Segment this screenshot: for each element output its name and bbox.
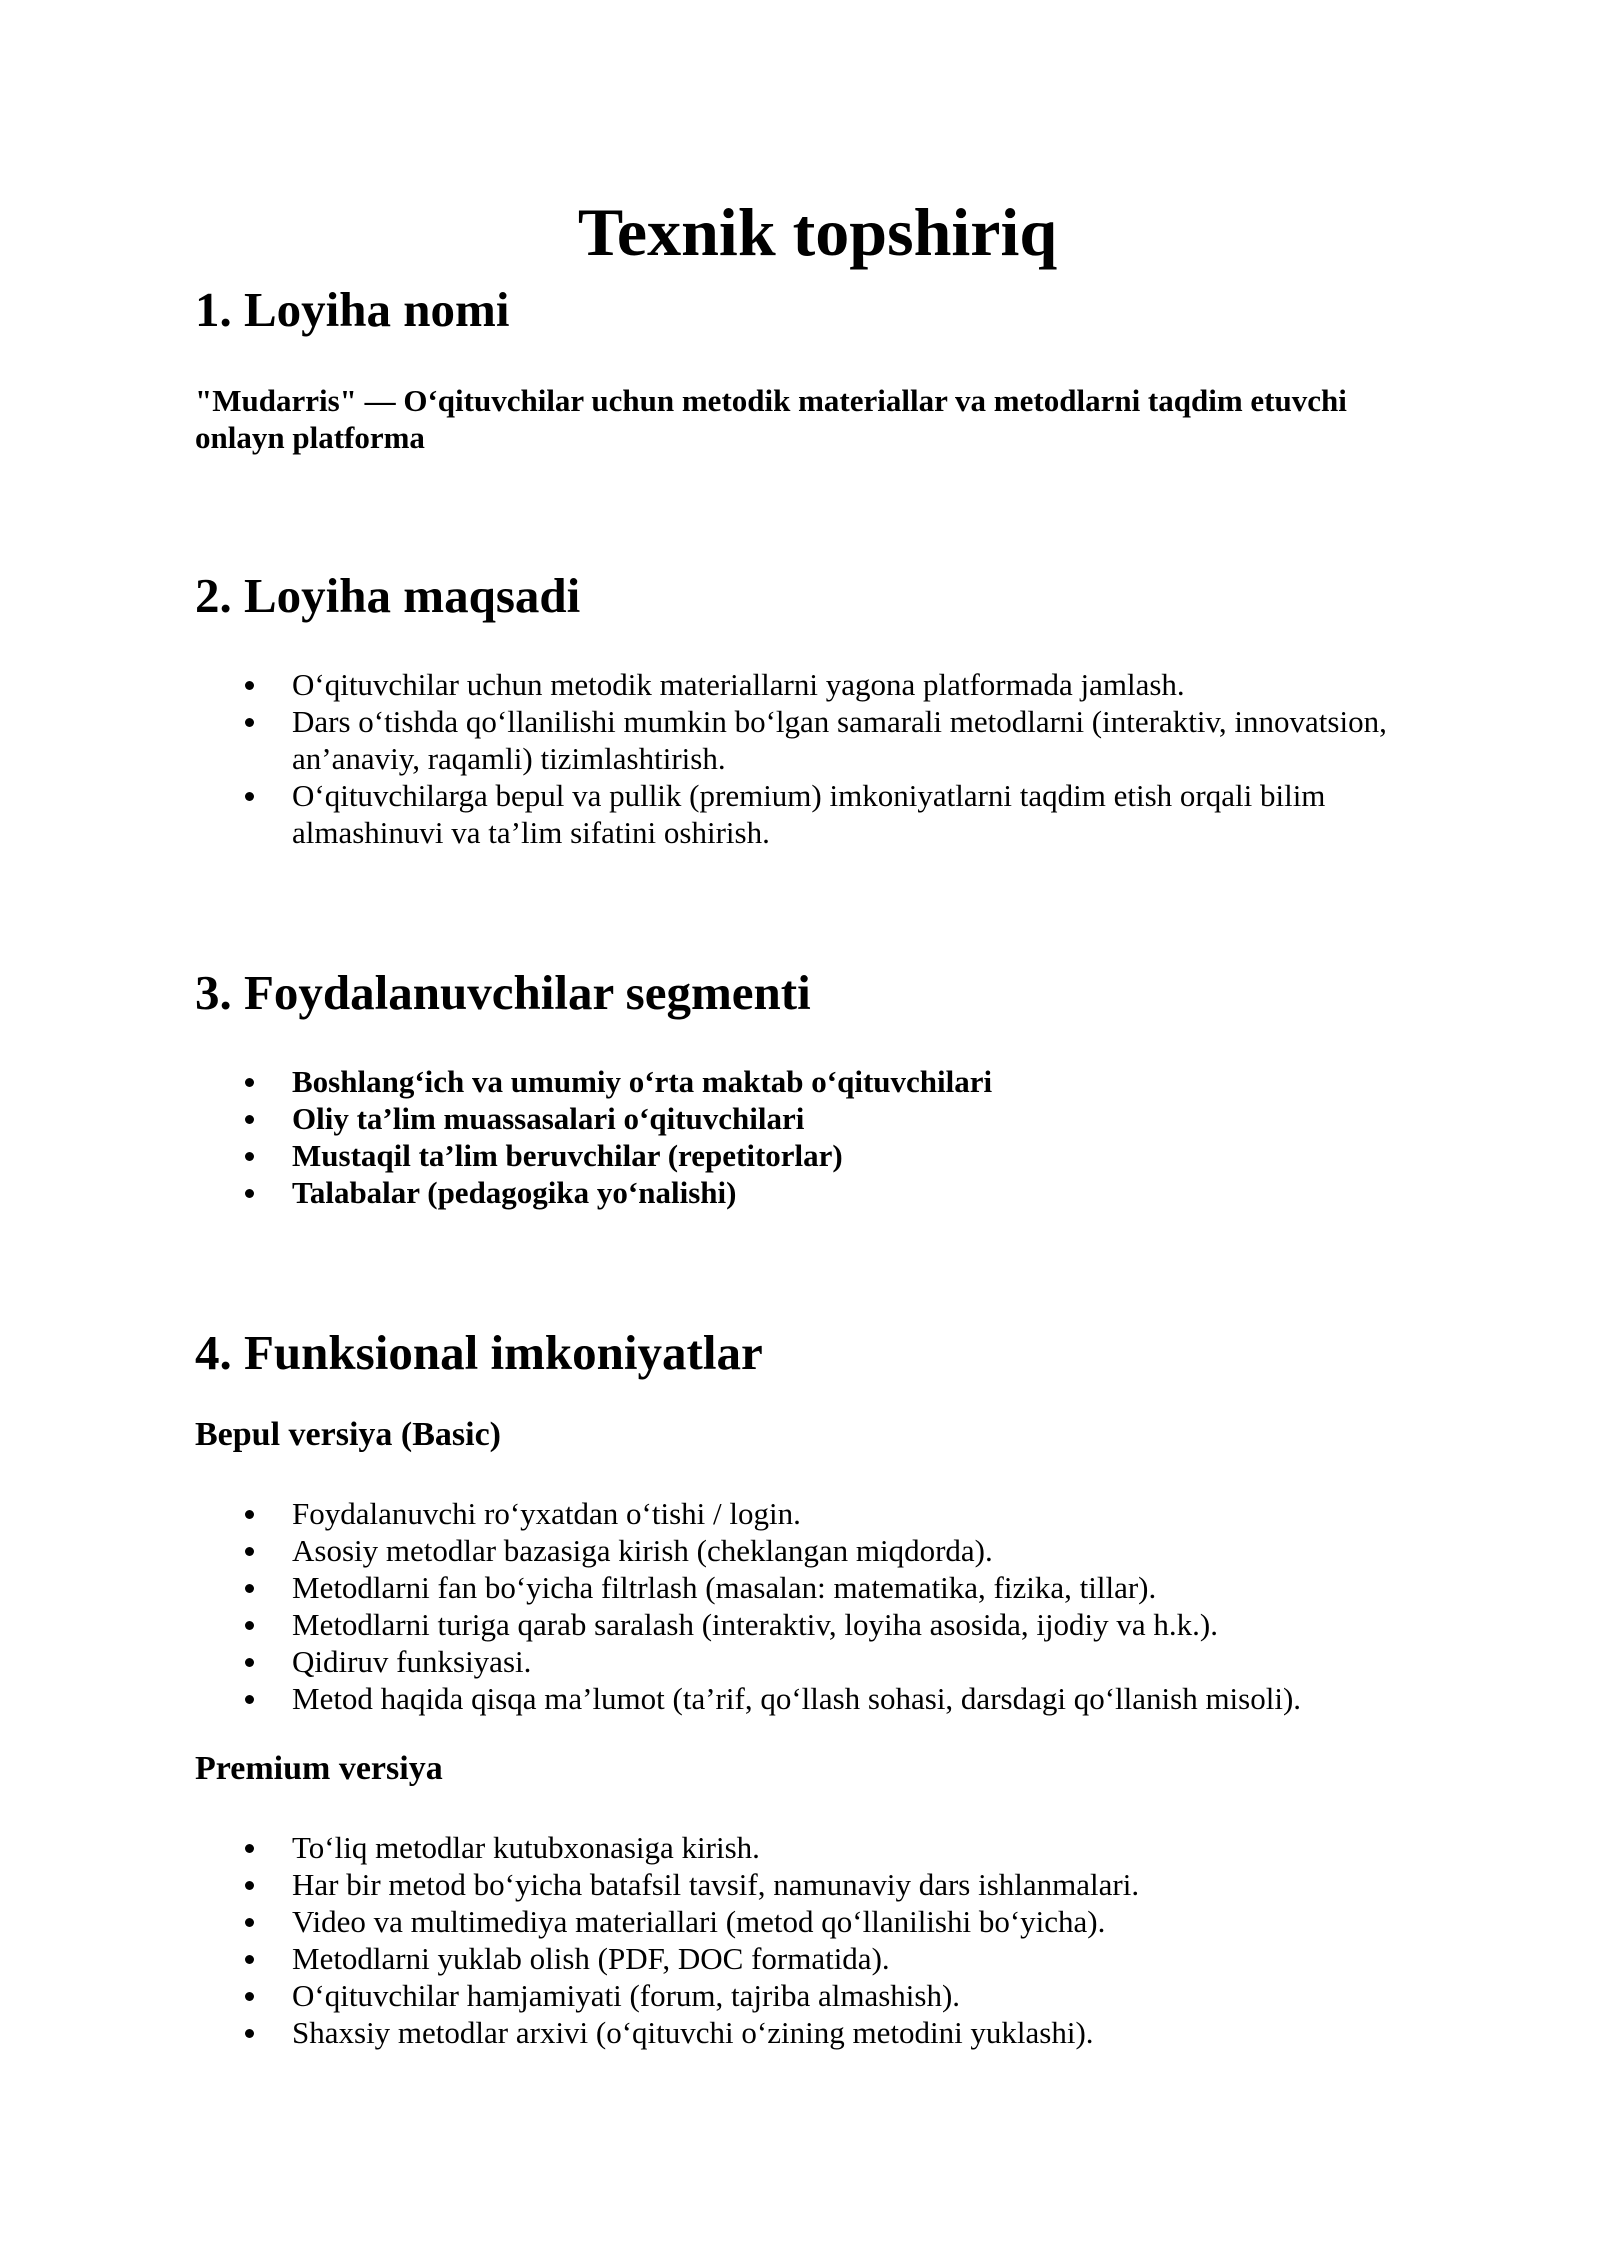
section-user-segment [195, 963, 1420, 1211]
list-item-text: Metodlarni fan bo‘yicha filtrlash (masalan: matematika, fizika, tillar). [292, 1570, 1157, 1605]
list-item [292, 666, 1420, 703]
bullet-icon [245, 1189, 254, 1198]
list-item-text: Oliy ta’lim muassasalari o‘qituvchilari [292, 1101, 805, 1136]
list-item [292, 1606, 1420, 1643]
basic-feature-list [195, 1495, 1420, 1717]
list-item [292, 1569, 1420, 1606]
bullet-icon [245, 1621, 254, 1630]
bullet-icon [245, 1547, 254, 1556]
bullet-icon [245, 1955, 254, 1964]
list-item-text: Boshlang‘ich va umumiy o‘rta maktab o‘qituvchilari [292, 1064, 993, 1099]
list-item-text: To‘liq metodlar kutubxonasiga kirish. [292, 1830, 760, 1865]
goal-list [195, 666, 1420, 851]
list-item-text: Metodlarni yuklab olish (PDF, DOC formatida). [292, 1941, 890, 1976]
bullet-icon [245, 1881, 254, 1890]
subheading-premium-version: Premium versiya [195, 1750, 443, 1787]
list-item-text: O‘qituvchilarga bepul va pullik (premium) imkoniyatlarni taqdim etish orqali bilim almashinuvi va ta’lim sifatini oshirish. [292, 778, 1326, 850]
list-item-text: Video va multimediya materiallari (metod qo‘llanilishi bo‘yicha). [292, 1904, 1106, 1939]
bullet-icon [245, 681, 254, 690]
list-item-text: O‘qituvchilar uchun metodik materiallarni yagona platformada jamlash. [292, 667, 1185, 702]
section-heading-user-segment: 3. Foydalanuvchilar segmenti [195, 965, 811, 1020]
list-item [292, 1940, 1420, 1977]
list-item [292, 777, 1420, 851]
list-item-text: Talabalar (pedagogika yo‘nalishi) [292, 1175, 737, 1210]
section-features [195, 1323, 1420, 2051]
bullet-icon [245, 718, 254, 727]
list-item [292, 1977, 1420, 2014]
bullet-icon [245, 1078, 254, 1087]
bullet-icon [245, 792, 254, 801]
bullet-icon [245, 2029, 254, 2038]
subheading-basic-version: Bepul versiya (Basic) [195, 1416, 501, 1453]
list-item [292, 1680, 1420, 1717]
list-item-text: Dars o‘tishda qo‘llanilishi mumkin bo‘lgan samarali metodlarni (interaktiv, innovatsion, an’anaviy, raqamli) tizimlashtirish. [292, 704, 1387, 776]
list-item-text: Mustaqil ta’lim beruvchilar (repetitorlar) [292, 1138, 843, 1173]
project-name-text: "Mudarris" — O‘qituvchilar uchun metodik materiallar va metodlarni taqdim etuvchi onlayn platforma [195, 383, 1347, 455]
segment-list [195, 1063, 1420, 1211]
bullet-icon [245, 1584, 254, 1593]
bullet-icon [245, 1152, 254, 1161]
section-heading-features: 4. Funksional imkoniyatlar [195, 1325, 763, 1380]
bullet-icon [245, 1658, 254, 1667]
list-item [292, 2014, 1420, 2051]
list-item-text: Har bir metod bo‘yicha batafsil tavsif, namunaviy dars ishlanmalari. [292, 1867, 1140, 1902]
list-item-text: Asosiy metodlar bazasiga kirish (cheklangan miqdorda). [292, 1533, 993, 1568]
section-project-name [195, 280, 1420, 456]
section-heading-project-goal: 2. Loyiha maqsadi [195, 568, 581, 623]
bullet-icon [245, 1510, 254, 1519]
list-item [292, 1866, 1420, 1903]
list-item [292, 1495, 1420, 1532]
document-title: Texnik topshiriq [577, 194, 1058, 270]
bullet-icon [245, 1844, 254, 1853]
list-item-text: Foydalanuvchi ro‘yxatdan o‘tishi / login. [292, 1496, 801, 1531]
list-item [292, 1100, 1420, 1137]
list-item-text: Metod haqida qisqa ma’lumot (ta’rif, qo‘llash sohasi, darsdagi qo‘llanish misoli). [292, 1681, 1302, 1716]
section-heading-project-name: 1. Loyiha nomi [195, 282, 510, 337]
premium-feature-list [195, 1829, 1420, 2051]
bullet-icon [245, 1115, 254, 1124]
document-body [195, 190, 1420, 2051]
list-item-text: Qidiruv funksiyasi. [292, 1644, 532, 1679]
list-item [292, 1829, 1420, 1866]
list-item [292, 1903, 1420, 1940]
list-item-text: Metodlarni turiga qarab saralash (interaktiv, loyiha asosida, ijodiy va h.k.). [292, 1607, 1219, 1642]
section-project-goal [195, 566, 1420, 851]
bullet-icon [245, 1992, 254, 2001]
list-item-text: Shaxsiy metodlar arxivi (o‘qituvchi o‘zining metodini yuklashi). [292, 2015, 1094, 2050]
list-item [292, 1137, 1420, 1174]
list-item [292, 703, 1420, 777]
list-item [292, 1174, 1420, 1211]
list-item-text: O‘qituvchilar hamjamiyati (forum, tajriba almashish). [292, 1978, 961, 2013]
list-item [292, 1063, 1420, 1100]
bullet-icon [245, 1695, 254, 1704]
list-item [292, 1643, 1420, 1680]
list-item [292, 1532, 1420, 1569]
bullet-icon [245, 1918, 254, 1927]
